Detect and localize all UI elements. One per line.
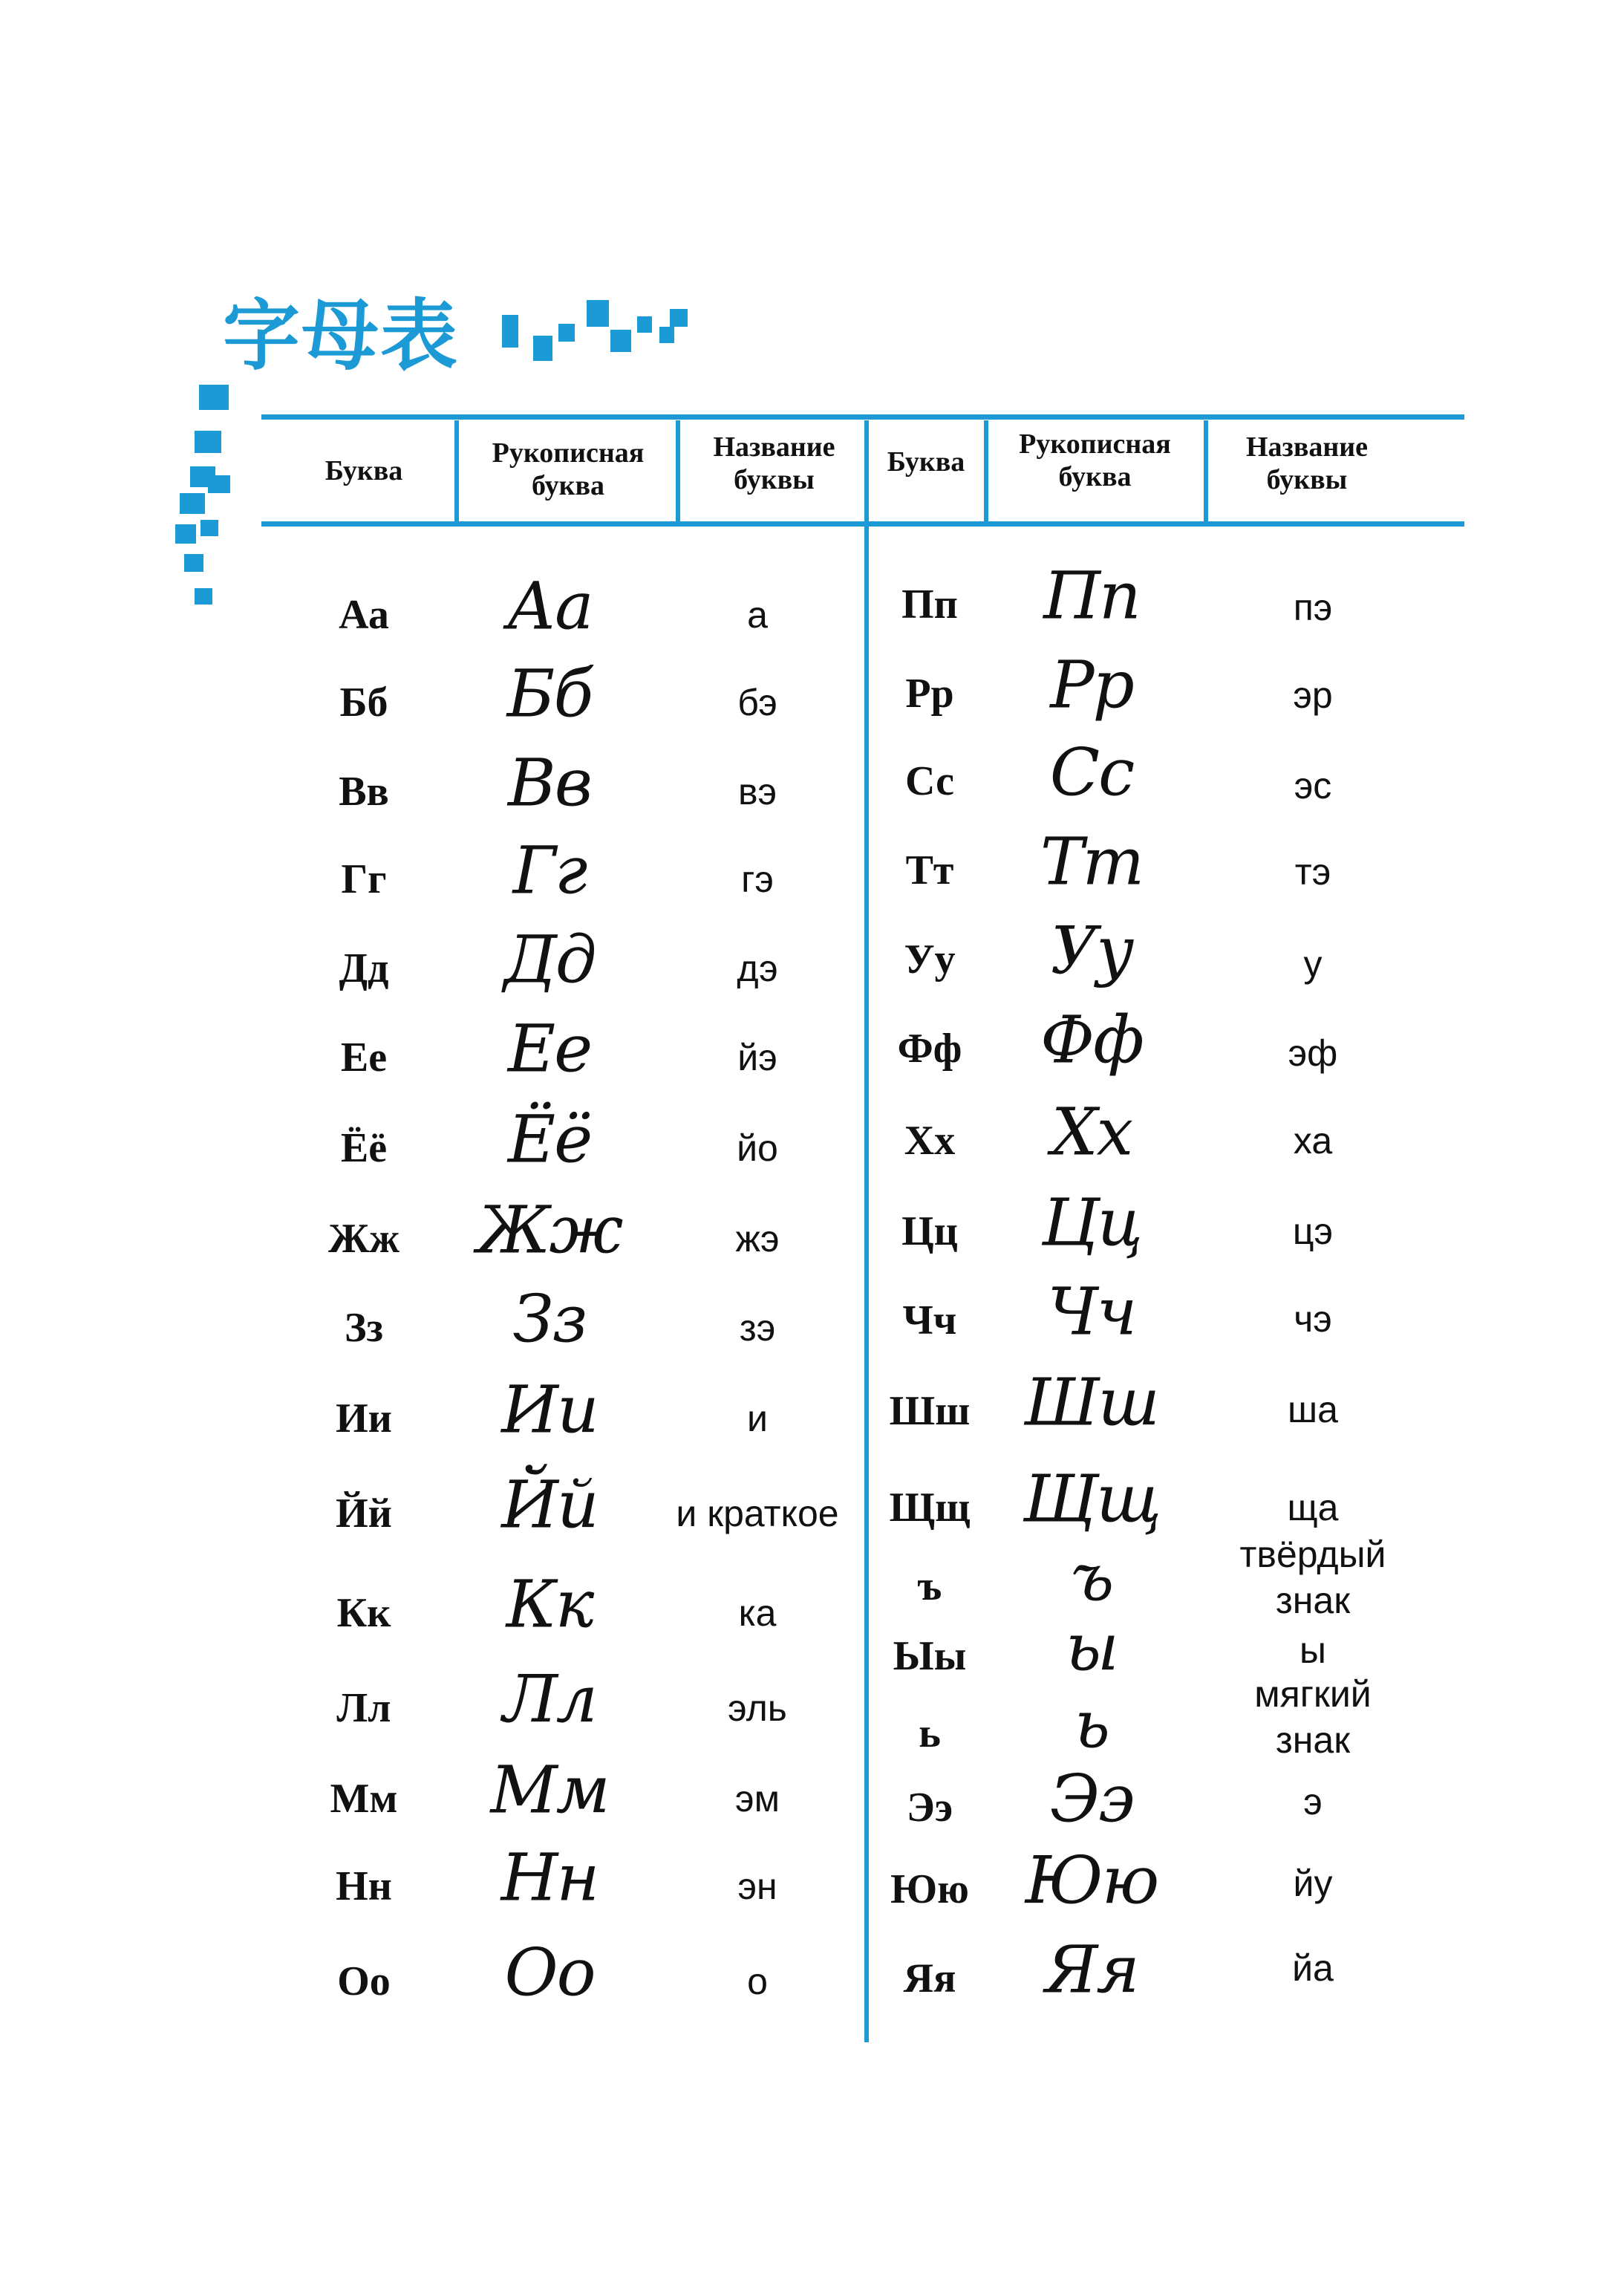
handwritten-letter: Ээ (1049, 1760, 1134, 1837)
letter-name: дэ (737, 948, 778, 989)
letter-name: эф (1288, 1032, 1338, 1074)
letter-name: у (1303, 943, 1323, 985)
printed-letter: Хх (904, 1118, 956, 1164)
printed-letter: Оо (337, 1958, 391, 2004)
handwritten-letter: Шш (1025, 1364, 1158, 1441)
letter-name: и краткое (676, 1493, 839, 1534)
letter-name: зэ (739, 1307, 776, 1349)
printed-letter: Вв (339, 769, 389, 815)
letter-name: эс (1294, 765, 1332, 807)
decor-square (180, 493, 205, 514)
printed-letter: Дд (339, 945, 389, 991)
decor-square (200, 520, 218, 536)
printed-letter: Зз (344, 1305, 384, 1351)
decor-square (208, 475, 230, 493)
header-handwritten: Рукописная буква (492, 437, 645, 501)
printed-letter: Гг (341, 856, 387, 902)
letter-name: эн (737, 1866, 777, 1907)
printed-letter: Яя (903, 1955, 956, 2001)
printed-letter: Цц (901, 1208, 958, 1254)
letter-name: ша (1288, 1389, 1338, 1430)
header-letter: Буква (887, 446, 965, 478)
printed-letter: Лл (336, 1685, 391, 1731)
decor-square (587, 300, 609, 327)
handwritten-letter: Тт (1040, 823, 1144, 900)
printed-letter: Мм (330, 1776, 398, 1822)
letter-name: ы (1299, 1629, 1326, 1671)
printed-letter: Уу (904, 936, 956, 983)
printed-letter: Ии (336, 1395, 392, 1441)
decor-square (637, 316, 652, 333)
letter-name: о (747, 1961, 768, 2002)
column-divider (1204, 420, 1208, 521)
handwritten-letter: Йй (501, 1466, 598, 1543)
handwritten-letter: ы (1066, 1609, 1118, 1686)
letter-name: вэ (737, 771, 777, 812)
header-name: Название буквы (713, 431, 835, 495)
header-handwritten: Рукописная буква (1019, 429, 1171, 492)
decor-square (175, 524, 196, 544)
printed-letter: Ээ (906, 1785, 953, 1831)
handwritten-letter: Бб (506, 655, 593, 732)
handwritten-letter: Чч (1047, 1273, 1136, 1350)
letter-name: йу (1293, 1863, 1333, 1904)
printed-letter: Фф (897, 1026, 962, 1072)
decor-square (659, 327, 674, 343)
decor-square (610, 330, 631, 352)
header-top-rule (261, 414, 1464, 420)
printed-letter: Юю (890, 1866, 969, 1912)
decor-square (199, 385, 229, 410)
handwritten-letter: Яя (1045, 1931, 1138, 2008)
handwritten-letter: Ёё (507, 1101, 592, 1178)
letter-name: ща (1287, 1487, 1339, 1528)
letter-name: йа (1292, 1947, 1334, 1989)
center-divider (864, 420, 869, 2042)
letter-name: ха (1293, 1120, 1333, 1162)
letter-name: а (747, 594, 768, 636)
letter-name: мягкий знак (1254, 1673, 1372, 1761)
letter-name: эм (735, 1778, 780, 1819)
column-divider (454, 420, 459, 521)
letter-name: и (747, 1398, 768, 1439)
decor-square (558, 324, 575, 342)
column-divider (984, 420, 988, 521)
decor-square (195, 588, 212, 605)
printed-letter: Чч (902, 1297, 957, 1343)
printed-letter: Шш (889, 1388, 971, 1434)
decor-square (184, 554, 203, 572)
letter-name: ка (738, 1592, 777, 1634)
letter-name: пэ (1293, 587, 1333, 628)
printed-letter: Кк (336, 1590, 391, 1636)
handwritten-letter: Зз (512, 1280, 587, 1358)
handwritten-letter: Жж (477, 1191, 622, 1268)
handwritten-letter: Щщ (1023, 1460, 1161, 1537)
printed-letter: Аа (339, 592, 389, 638)
letter-name: эль (728, 1687, 787, 1729)
printed-letter: Ёё (340, 1125, 388, 1171)
handwritten-letter: Фф (1040, 1001, 1143, 1078)
letter-name: эр (1293, 674, 1333, 716)
decor-square (670, 309, 688, 327)
letter-name: чэ (1294, 1298, 1332, 1340)
decor-square (502, 315, 518, 348)
decor-square (533, 336, 552, 361)
printed-letter: ь (919, 1710, 941, 1756)
handwritten-letter: Лл (503, 1661, 596, 1738)
handwritten-letter: Уу (1050, 912, 1133, 989)
letter-name: э (1303, 1781, 1323, 1822)
handwritten-letter: Мм (490, 1751, 609, 1828)
handwritten-letter: Хх (1051, 1093, 1132, 1170)
printed-letter: Щщ (889, 1485, 971, 1531)
printed-letter: Йй (336, 1491, 392, 1537)
printed-letter: Сс (905, 758, 954, 804)
decor-square (195, 431, 221, 453)
handwritten-letter: ь (1074, 1686, 1109, 1763)
handwritten-letter: Кк (506, 1566, 593, 1643)
handwritten-letter: ъ (1070, 1539, 1113, 1616)
handwritten-letter: Гг (512, 832, 587, 909)
handwritten-letter: Ии (501, 1371, 598, 1448)
printed-letter: Жж (328, 1216, 400, 1262)
handwritten-letter: Вв (508, 744, 591, 821)
letter-name: йэ (737, 1037, 777, 1078)
handwritten-letter: Ее (507, 1010, 592, 1087)
column-divider (676, 420, 680, 521)
letter-name: цэ (1292, 1211, 1334, 1252)
printed-letter: Ыы (893, 1633, 967, 1679)
handwritten-letter: Нн (500, 1839, 599, 1916)
printed-letter: Нн (336, 1863, 392, 1909)
letter-name: йо (737, 1127, 778, 1169)
handwritten-letter: Рр (1050, 646, 1133, 723)
handwritten-letter: Оо (504, 1934, 595, 2011)
handwritten-letter: Пп (1043, 557, 1140, 634)
handwritten-letter: Дд (503, 921, 596, 998)
letter-name: твёрдый знак (1239, 1534, 1386, 1621)
header-name: Название буквы (1245, 431, 1368, 495)
printed-letter: Рр (905, 671, 954, 717)
handwritten-letter: Юю (1025, 1842, 1158, 1919)
printed-letter: ъ (917, 1563, 942, 1609)
header-bottom-rule (261, 521, 1464, 527)
handwritten-letter: Аа (506, 567, 593, 645)
handwritten-letter: Цц (1041, 1184, 1142, 1261)
printed-letter: Бб (339, 680, 388, 726)
page-title: 字母表 (223, 290, 460, 381)
letter-name: гэ (741, 859, 774, 900)
header-letter: Буква (325, 455, 403, 486)
letter-name: тэ (1294, 851, 1331, 893)
printed-letter: Пп (901, 581, 958, 628)
letter-name: бэ (737, 682, 777, 723)
printed-letter: Тт (905, 847, 954, 893)
letter-name: жэ (735, 1218, 780, 1260)
handwritten-letter: Сс (1049, 734, 1134, 811)
printed-letter: Ее (340, 1035, 388, 1081)
